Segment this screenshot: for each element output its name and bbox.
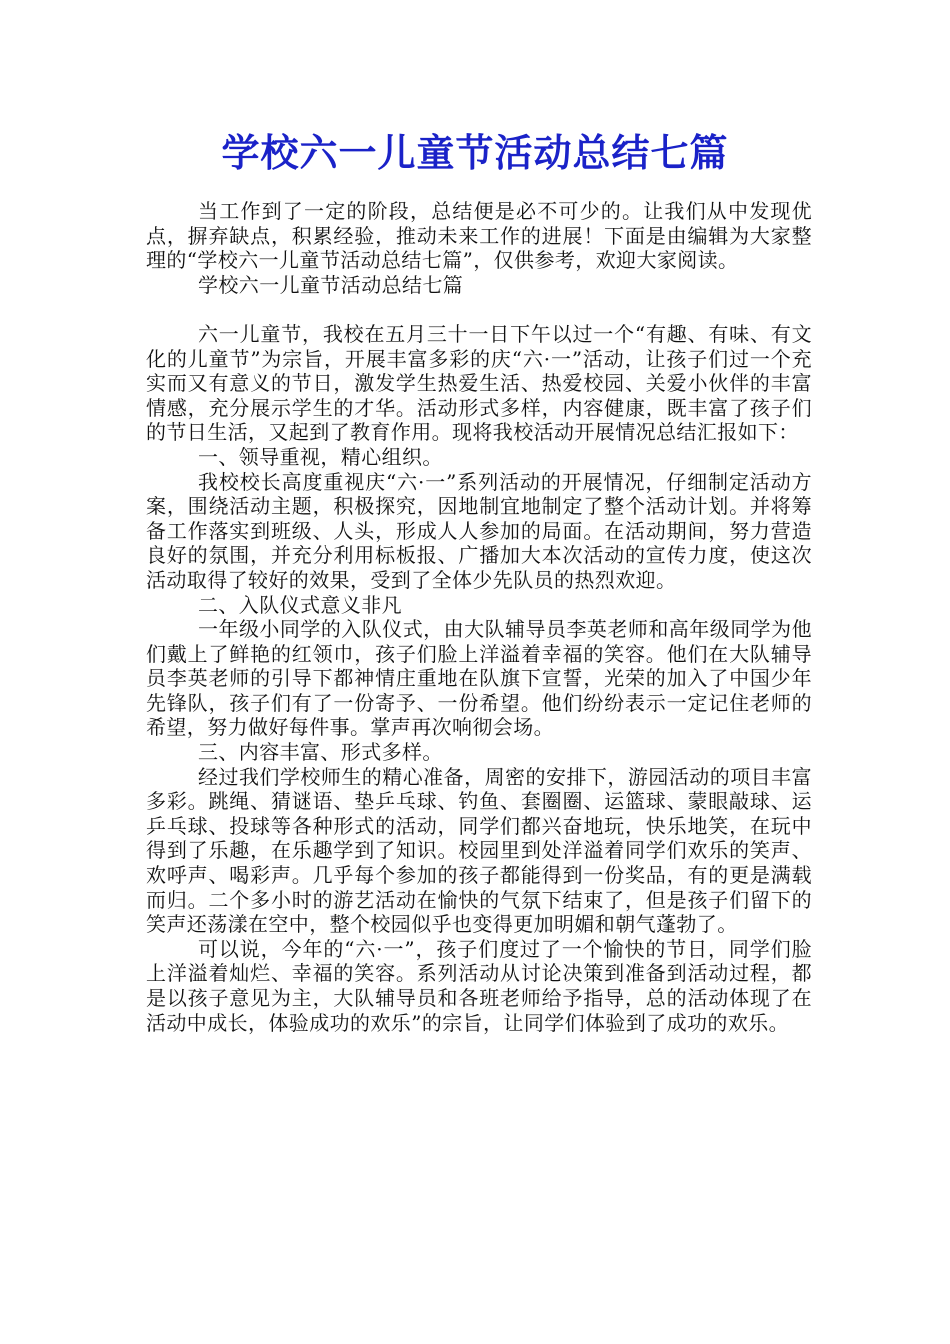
heading-content: 三、内容丰富、形式多样。 [198, 740, 443, 765]
heading-ceremony: 二、入队仪式意义非凡 [198, 592, 402, 617]
document-title: 学校六一儿童节活动总结七篇 [221, 130, 729, 175]
paragraph-conclusion: 可以说，今年的“六·一”，孩子们度过了一个愉快的节日，同学们脸上洋溢着灿烂、幸福的笑容。系列活动从讨论决策到准备到活动过程，都是以孩子意见为主，大队辅导员和各班老师给予指导，总的活动体现了在活动中成长，体验成功的欢乐”的宗旨，让同学们体验到了成功的欢乐。 [146, 936, 812, 1035]
heading-leadership: 一、领导重视，精心组织。 [198, 444, 443, 469]
intro-paragraph: 当工作到了一定的阶段，总结便是必不可少的。让我们从中发现优点，摒弃缺点，积累经验，推动未来工作的进展！下面是由编辑为大家整理的“学校六一儿童节活动总结七篇”，仅供参考，欢迎大家阅读。 [146, 199, 812, 273]
paragraph-opening: 六一儿童节，我校在五月三十一日下午以过一个“有趣、有味、有文化的儿童节”为宗旨，开展丰富多彩的庆“六·一”活动，让孩子们过一个充实而又有意义的节日，激发学生热爱生活、热爱校园、关爱小伙伴的丰富情感，充分展示学生的才华。活动形式多样，内容健康，既丰富了孩子们的节日生活，又起到了教育作用。现将我校活动开展情况总结汇报如下： [146, 321, 812, 445]
blank-line [146, 297, 812, 322]
section-subtitle: 学校六一儿童节活动总结七篇 [198, 272, 464, 297]
paragraph-leadership: 我校校长高度重视庆“六·一”系列活动的开展情况，仔细制定活动方案，围绕活动主题，积极探究，因地制宜地制定了整个活动计划。并将筹备工作落实到班级、人头，形成人人参加的局面。在活动期间，努力营造良好的氛围，并充分利用标板报、广播加大本次活动的宣传力度，使这次活动取得了较好的效果，受到了全体少先队员的热烈欢迎。 [146, 469, 812, 592]
paragraph-content: 经过我们学校师生的精心准备，周密的安排下，游园活动的项目丰富多彩。跳绳、猜谜语、垫乒乓球、钓鱼、套圈圈、运篮球、蒙眼敲球、运乒乓球、投球等各种形式的活动，同学们都兴奋地玩，快乐地笑，在玩中得到了乐趣，在乐趣学到了知识。校园里到处洋溢着同学们欢乐的笑声、欢呼声、喝彩声。几乎每个参加的孩子都能得到一份奖品，有的更是满载而归。二个多小时的游艺活动在愉快的气氛下结束了，但是孩子们留下的笑声还荡漾在空中，整个校园似乎也变得更加明媚和朝气蓬勃了。 [146, 764, 812, 937]
document-body [146, 199, 812, 1035]
paragraph-ceremony: 一年级小同学的入队仪式，由大队辅导员李英老师和高年级同学为他们戴上了鲜艳的红领巾，孩子们脸上洋溢着幸福的笑容。他们在大队辅导员李英老师的引导下都神情庄重地在队旗下宣誓，光荣的加入了中国少年先锋队，孩子们有了一份寄予、一份希望。他们纷纷表示一定记住老师的希望，努力做好每件事。掌声再次响彻会场。 [146, 617, 812, 740]
